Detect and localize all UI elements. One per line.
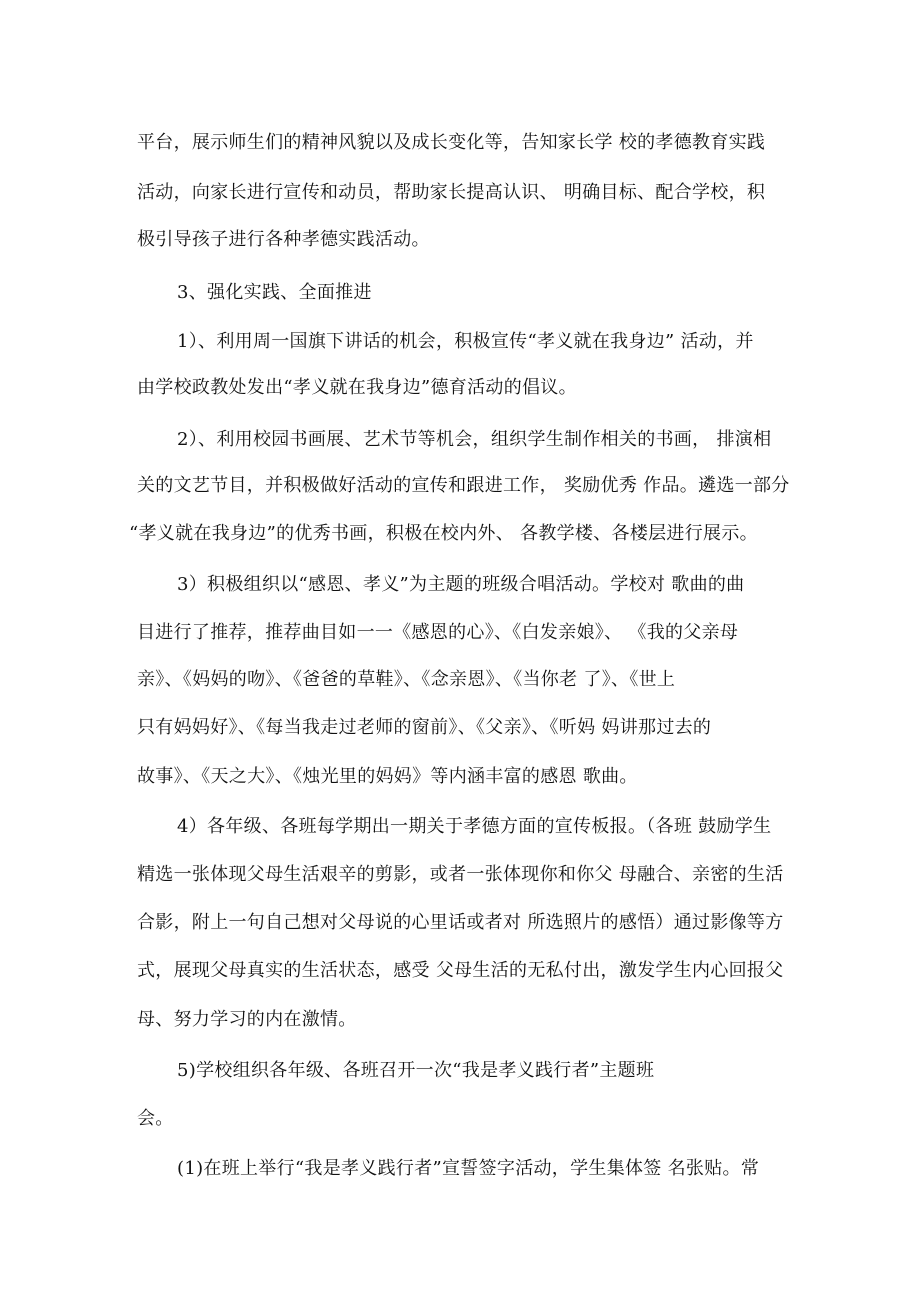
section-heading: 3、强化实践、全面推进 (177, 282, 372, 303)
text-line-2: 活动，向家长进行宣传和动员，帮助家长提高认识、 明确目标、配合学校，积 (137, 182, 766, 203)
text-line-13: 只有妈妈好》、《每当我走过老师的窗前》、《父亲》、《听妈 妈讲那过去的 (137, 717, 712, 738)
text-line-18: 式，展现父母真实的生活状态，感受 父母生活的无私付出，激发学生内心回报父 (137, 960, 784, 981)
text-line-3: 极引导孩子进行各种孝德实践活动。 (137, 229, 430, 250)
text-line-5: 1）、利用周一国旗下讲话的机会，积极宣传“孝义就在我身边” 活动，并 (177, 331, 754, 352)
text-line-11: 目进行了推荐，推荐曲目如一一《感恩的心》、《白发亲娘》、 《我的父亲母 (137, 622, 739, 643)
text-line-21: 会。 (137, 1108, 174, 1129)
text-line-20: 5)学校组织各年级、各班召开一次“我是孝义践行者”主题班 (177, 1060, 655, 1081)
text-line-1: 平台，展示师生们的精神风貌以及成长变化等，告知家长学 校的孝德教育实践 (137, 132, 766, 153)
text-line-7: 2）、利用校园书画展、艺术节等机会，组织学生制作相关的书画， 排演相 (177, 429, 772, 450)
text-line-16: 精选一张体现父母生活艰辛的剪影，或者一张体现你和你父 母融合、亲密的生活 (137, 864, 784, 885)
text-line-9: “孝义就在我身边”的优秀书画，积极在校内外、 各教学楼、各楼层进行展示。 (129, 523, 758, 544)
text-line-14: 故事》、《天之大》、《烛光里的妈妈》等内涵丰富的感恩 歌曲。 (137, 766, 638, 787)
text-line-6: 由学校政教处发出“孝义就在我身边”德育活动的倡议。 (137, 377, 577, 398)
text-line-15: 4）各年级、各班每学期出一期关于孝德方面的宣传板报。（各班 鼓励学生 (177, 816, 772, 837)
text-line-19: 母、努力学习的内在激情。 (137, 1009, 357, 1030)
text-line-10: 3）积极组织以“感恩、孝义”为主题的班级合唱活动。学校对 歌曲的曲 (177, 574, 745, 595)
text-line-12: 亲》、《妈妈的吻》、《爸爸的草鞋》、《念亲恩》、《当你老 了》、《世上 (137, 669, 676, 690)
text-line-8: 关的文艺节目，并积极做好活动的宣传和跟进工作， 奖励优秀 作品。遴选一部分 (137, 475, 790, 496)
text-line-17: 合影，附上一句自己想对父母说的心里话或者对 所选照片的感悟）通过影像等方 (137, 912, 784, 933)
text-line-22: (1)在班上举行“我是孝义践行者”宣誓签字活动，学生集体签 名张贴。常 (177, 1158, 760, 1179)
